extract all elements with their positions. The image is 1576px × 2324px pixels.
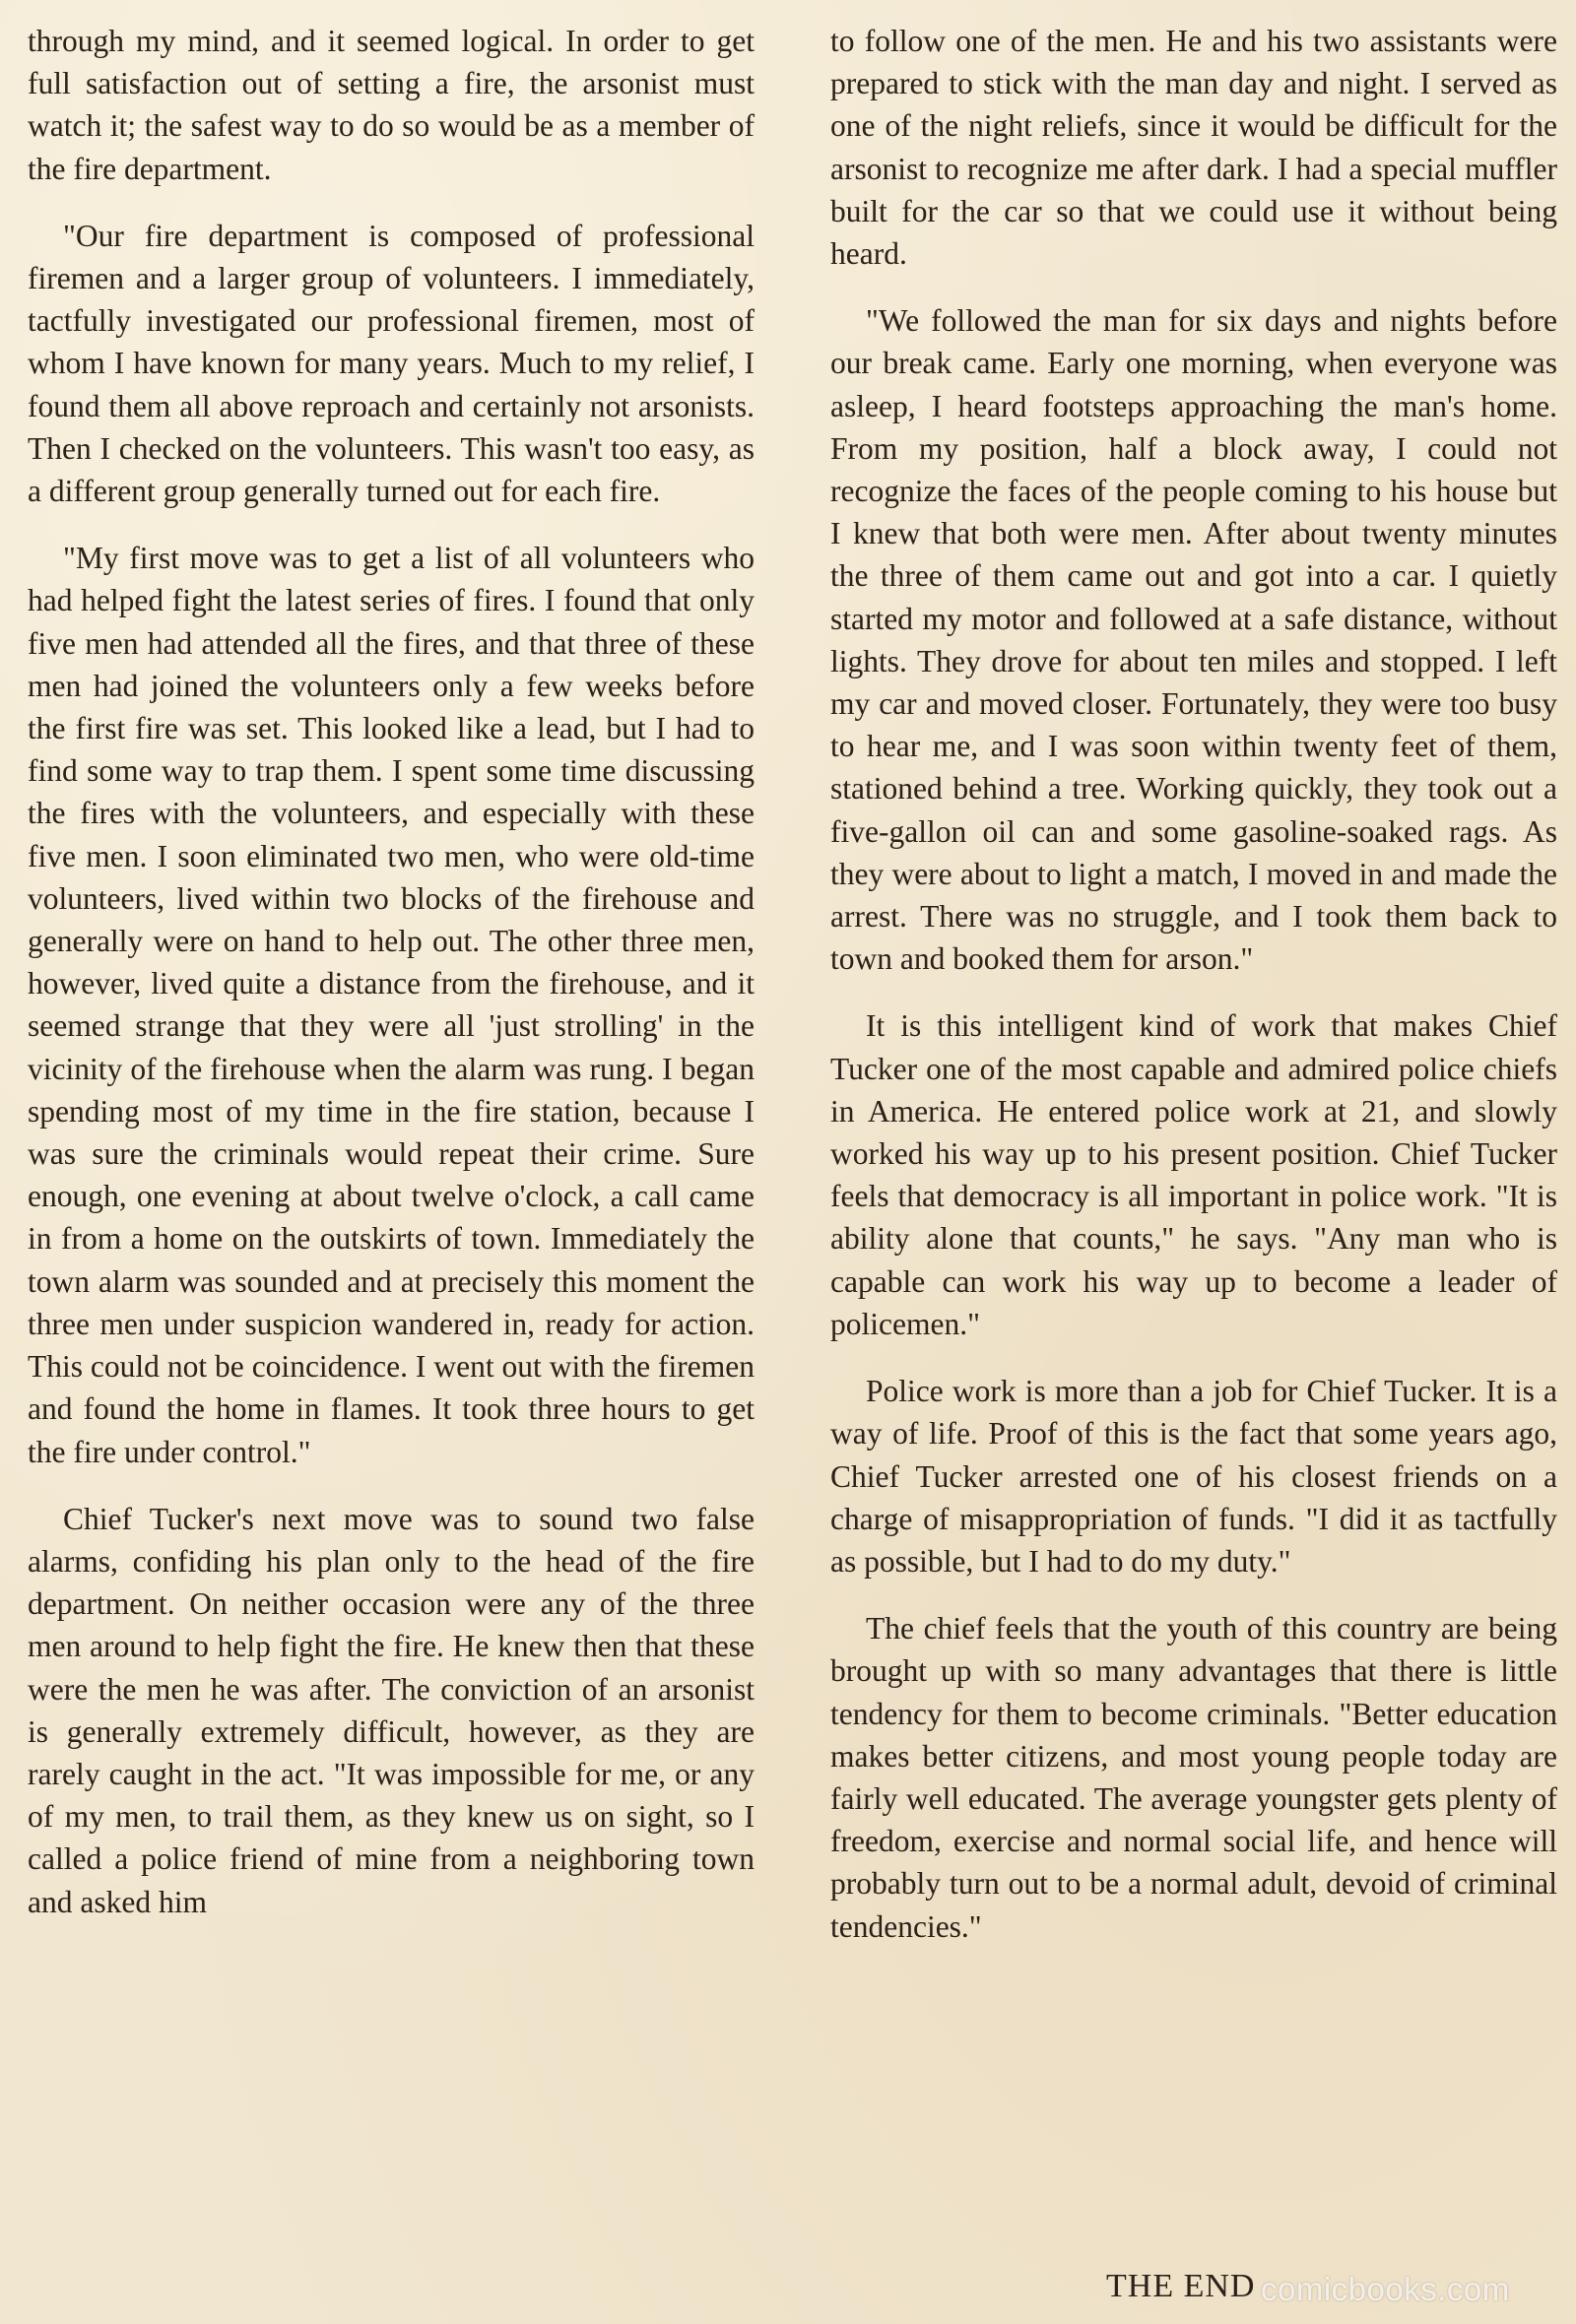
right-column	[830, 20, 1557, 1972]
paragraph: Police work is more than a job for Chief Tucker. It is a way of life. Proof of this is the fact that some years ago, Chief Tucker arrested one of his closest friends on a charge of misappropriation of funds. "I did it as tactfully as possible, but I had to do my duty."	[830, 1374, 1557, 1579]
the-end-label: THE END	[1106, 2268, 1256, 2304]
paragraph: It is this intelligent kind of work that makes Chief Tucker one of the most capable and admired police chiefs in America. He entered police work at 21, and slowly worked his way up to his present position. Chief Tucker feels that democracy is all important in police work. "It is ability alone that counts," he says. "Any man who is capable can work his way up to become a leader of policemen."	[830, 1008, 1557, 1341]
paragraph: Chief Tucker's next move was to sound two false alarms, confiding his plan only to the head of the fire department. On neither occasion were any of the three men around to help fight the fire. He knew then that these were the men he was after. The conviction of an arsonist is generally extremely difficult, however, as they are rarely caught in the act. "It was impossible for me, or any of my men, to trail them, as they knew us on sight, so I called a police friend of mine from a neighboring town and asked him	[28, 1501, 755, 1919]
paragraph: The chief feels that the youth of this country are being brought up with so many advantages that there is little tendency for them to become criminals. "Better education makes better citizens, and most young people today are fairly well educated. The average youngster gets plenty of freedom, exercise and normal social life, and hence will probably turn out to be a normal adult, devoid of criminal tendencies."	[830, 1611, 1557, 1944]
paragraph: to follow one of the men. He and his two assistants were prepared to stick with the man day and night. I served as one of the night reliefs, since it would be difficult for the arsonist to recognize me after dark. I had a special muffler built for the car so that we could use it without being heard.	[830, 24, 1557, 272]
paragraph: through my mind, and it seemed logical. In order to get full satisfaction out of setting a fire, the arsonist must watch it; the safest way to do so would be as a member of the fire department.	[28, 24, 755, 186]
left-column	[28, 20, 755, 1948]
site-watermark: comicbooks.com	[1261, 2271, 1510, 2307]
paragraph: "Our fire department is composed of professional firemen and a larger group of volunteers. I immediately, tactfully investigated our professional firemen, most of whom I have known for many years. Much to my relief, I found them all above reproach and certainly not arsonists. Then I checked on the volunteers. This wasn't too easy, as a different group generally turned out for each fire.	[28, 218, 755, 509]
paragraph: "My first move was to get a list of all volunteers who had helped fight the latest series of fires. I found that only five men had attended all the fires, and that three of these men had joined the volunteers only a few weeks before the first fire was set. This looked like a lead, but I had to find some way to trap them. I spent some time discussing the fires with the volunteers, and especially with these five men. I soon eliminated two men, who were old-time volunteers, lived within two blocks of the firehouse and generally were on hand to help out. The other three men, however, lived quite a distance from the firehouse, and it seemed strange that they were all 'just strolling' in the vicinity of the firehouse when the alarm was rung. I began spending most of my time in the fire station, because I was sure the criminals would repeat their crime. Sure enough, one evening at about twelve o'clock, a call came in from a home on the outskirts of town. Immediately the town alarm was sounded and at precisely this moment the three men under suspicion wandered in, ready for action. This could not be coincidence. I went out with the firemen and found the home in flames. It took three hours to get the fire under control."	[28, 541, 755, 1469]
paragraph: "We followed the man for six days and nights before our break came. Early one morning, when everyone was asleep, I heard footsteps approaching the man's home. From my position, half a block away, I could not recognize the faces of the people coming to his house but I knew that both were men. After about twenty minutes the three of them came out and got into a car. I quietly started my motor and followed at a safe distance, without lights. They drove for about ten miles and stopped. I left my car and moved closer. Fortunately, they were too busy to hear me, and I was soon within twenty feet of them, stationed behind a tree. Working quickly, they took out a five-gallon oil can and some gasoline-soaked rags. As they were about to light a match, I moved in and made the arrest. There was no struggle, and I took them back to town and booked them for arson."	[830, 303, 1557, 977]
